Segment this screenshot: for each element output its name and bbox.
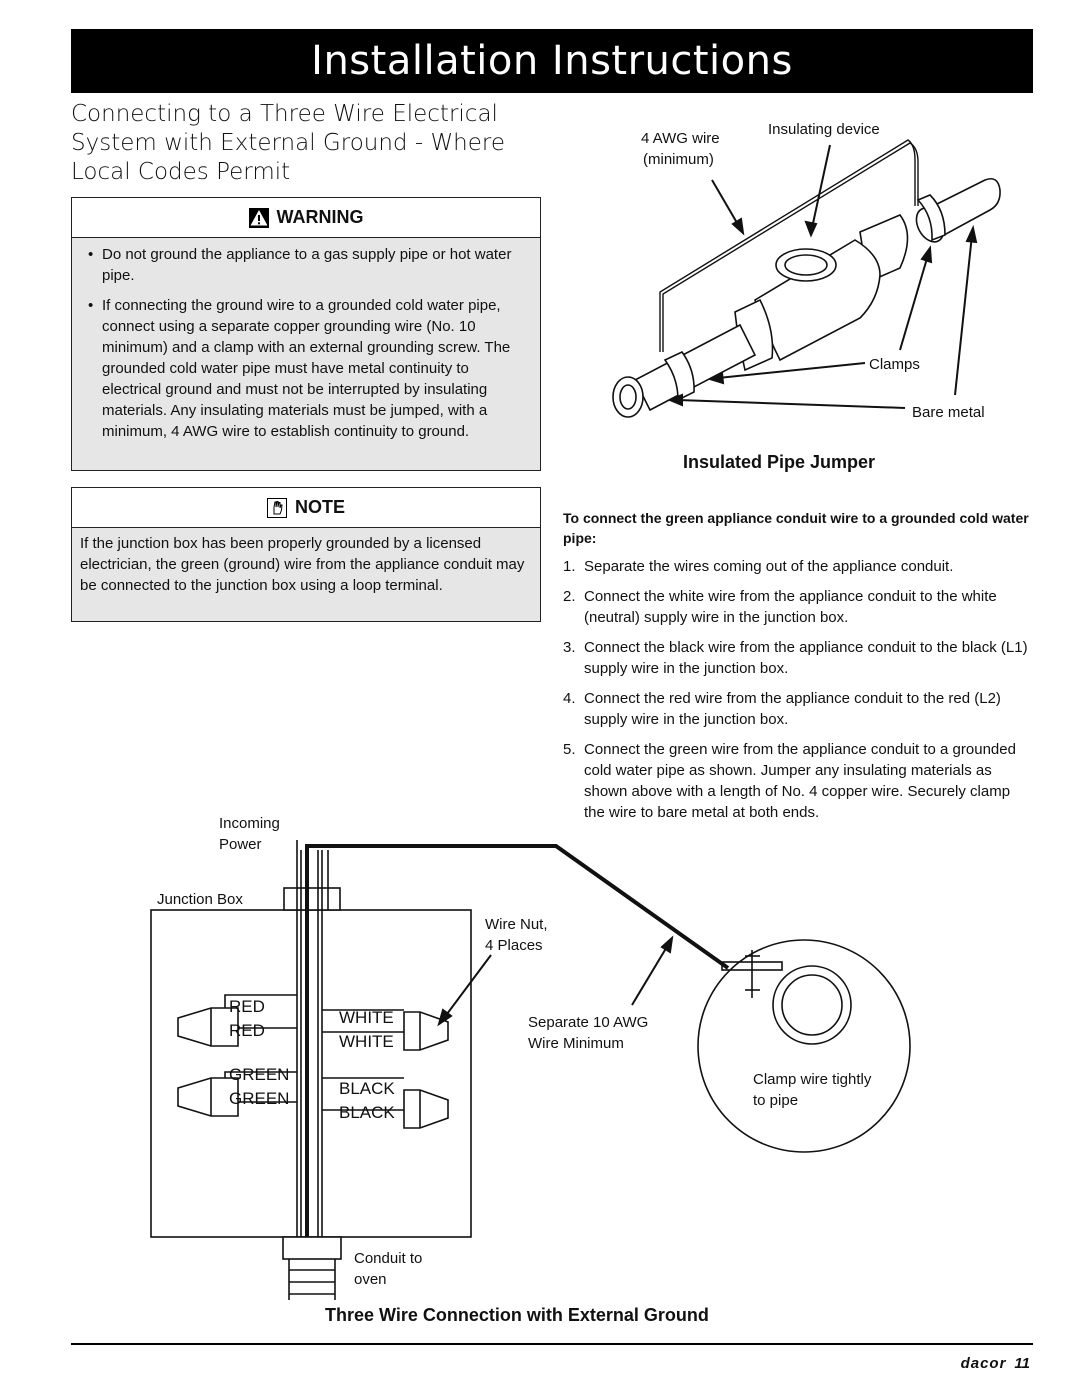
wire-label-white: WHITE (339, 1008, 394, 1027)
junction-box-label: Junction Box (157, 891, 243, 908)
step-number: 2. (563, 588, 576, 605)
section-heading: Connecting to a Three Wire Electrical System with External Ground - Where Local Codes Permit (71, 101, 506, 185)
note-body: If the junction box has been properly grounded by a licensed electrician, the green (ground) wire from the appliance conduit may be connected to the junction box using a loop terminal. (80, 535, 525, 594)
conduit-label-2: oven (354, 1271, 387, 1288)
step-number: 5. (563, 741, 576, 758)
step-text: Connect the red wire from the appliance conduit to the red (L2) supply wire in the junction box. (584, 690, 1001, 728)
warning-item: • Do not ground the appliance to a gas supply pipe or hot water pipe. (80, 244, 532, 286)
step-number: 3. (563, 639, 576, 656)
step-number: 1. (563, 558, 576, 575)
wire-label-black: BLACK (339, 1103, 395, 1122)
banner-title: Installation Instructions (311, 38, 793, 84)
incoming-power-label-1: Incoming (219, 815, 280, 832)
clamps-label: Clamps (869, 356, 920, 373)
warning-title: WARNING (276, 207, 364, 227)
wire-label-red: RED (229, 997, 265, 1016)
wire-label-green: GREEN (229, 1089, 290, 1108)
pipe-figure-caption: Insulated Pipe Jumper (683, 452, 876, 472)
incoming-power-label-2: Power (219, 836, 262, 853)
junction-figure-caption: Three Wire Connection with External Ground (325, 1305, 709, 1325)
clamp-wire-label-1: Clamp wire tightly (753, 1071, 872, 1088)
awg-min-label: (minimum) (643, 151, 714, 168)
wire-label-white: WHITE (339, 1032, 394, 1051)
brand-logo: dacor (960, 1355, 1007, 1372)
wire-label-green: GREEN (229, 1065, 290, 1084)
note-title: NOTE (294, 497, 345, 517)
step-text: Connect the green wire from the appliance conduit to a grounded cold water pipe as shown. Jumper any insulating materials as shown above with a length of No. 4 copper wire. Securely clamp the wire to bare metal at both ends. (584, 741, 1016, 821)
footer-rule (71, 1343, 1033, 1345)
wire-nut-label-2: 4 Places (485, 937, 543, 954)
awg-wire-label: 4 AWG wire (641, 130, 720, 147)
separate-awg-label-2: Wire Minimum (528, 1035, 624, 1052)
steps-lead: To connect the green appliance conduit wire to a grounded cold water pipe: (563, 510, 1029, 546)
step-text: Connect the black wire from the appliance conduit to the black (L1) supply wire in the junction box. (584, 639, 1028, 677)
wire-label-red: RED (229, 1021, 265, 1040)
warning-item: • If connecting the ground wire to a grounded cold water pipe, connect using a separate copper grounding wire (No. 10 minimum) and a clamp with an external grounding screw. The grounded cold water pipe must have metal continuity to electrical ground and must not be interrupted by insulating materials. Any insulating materials must be jumped, with a minimum, 4 AWG wire to establish continuity to ground. (80, 295, 532, 442)
conduit-label-1: Conduit to (354, 1250, 423, 1267)
clamp-wire-label-2: to pipe (753, 1092, 799, 1109)
wire-nut-label-1: Wire Nut, (485, 916, 548, 933)
page-number: 11 (1014, 1355, 1030, 1372)
page-footer (961, 1355, 1030, 1372)
step-text: Connect the white wire from the appliance conduit to the white (neutral) supply wire in the junction box. (584, 588, 997, 626)
bare-metal-label: Bare metal (912, 404, 985, 421)
insulating-device-label: Insulating device (768, 121, 880, 138)
step-number: 4. (563, 690, 576, 707)
separate-awg-label-1: Separate 10 AWG (528, 1014, 649, 1031)
step-text: Separate the wires coming out of the appliance conduit. (584, 558, 954, 575)
wire-label-black: BLACK (339, 1079, 395, 1098)
